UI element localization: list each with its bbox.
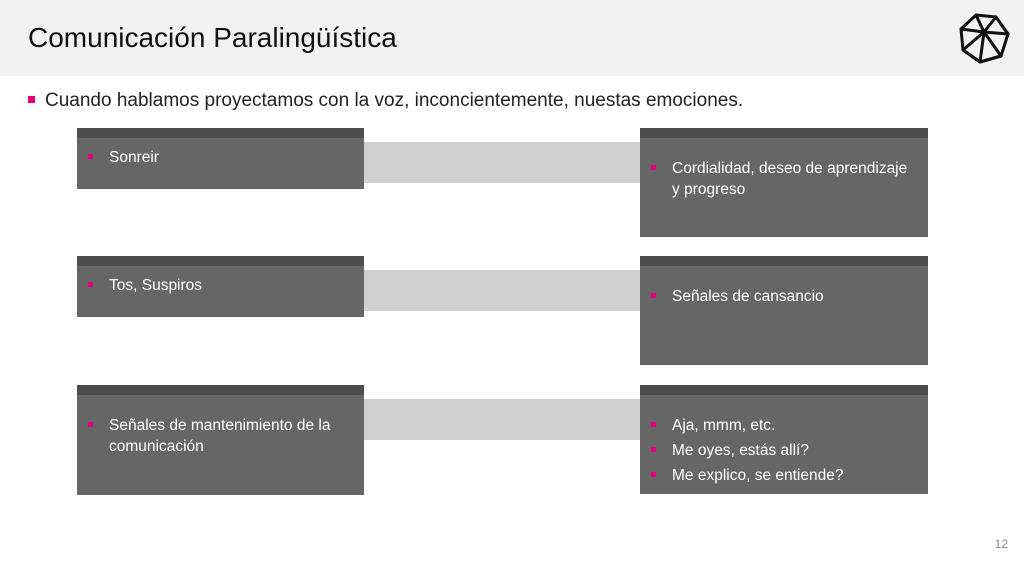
box-header-band: [77, 256, 364, 266]
arrow-connector: [364, 270, 664, 312]
slide-title: Comunicación Paralingüística: [28, 22, 397, 53]
geodesic-polyhedron-icon: [958, 12, 1010, 64]
list-item: Cordialidad, deseo de aprendizaje y progreso: [672, 158, 918, 200]
arrow-connector: [364, 142, 664, 184]
box-header-band: [77, 128, 364, 138]
meaning-box: [640, 128, 928, 237]
page-number: 12: [994, 537, 1008, 551]
intro-bullet: [28, 88, 988, 114]
cause-box: [77, 385, 364, 495]
bullet-square-icon: [651, 447, 656, 452]
intro-text: Cuando hablamos proyectamos con la voz, inconcientemente, nuestas emociones.: [45, 90, 744, 111]
meaning-box: [640, 385, 928, 494]
cause-box: [77, 256, 364, 317]
bullet-square-icon: [28, 96, 35, 103]
bullet-square-icon: [651, 165, 656, 170]
list-item: Me explico, se entiende?: [672, 465, 918, 486]
bullet-square-icon: [651, 293, 656, 298]
arrow-connector: [364, 399, 664, 441]
bullet-square-icon: [651, 422, 656, 427]
bullet-square-icon: [88, 282, 93, 287]
list-item: Señales de cansancio: [672, 286, 918, 307]
bullet-square-icon: [88, 154, 93, 159]
box-header-band: [640, 385, 928, 395]
bullet-square-icon: [651, 472, 656, 477]
list-item: Me oyes, estás allí?: [672, 440, 918, 461]
list-item: Sonreir: [109, 147, 354, 168]
box-header-band: [640, 256, 928, 266]
list-item: Aja, mmm, etc.: [672, 415, 918, 436]
bullet-square-icon: [88, 422, 93, 427]
list-item: Tos, Suspiros: [109, 275, 354, 296]
meaning-box: [640, 256, 928, 365]
cause-box: [77, 128, 364, 189]
box-header-band: [640, 128, 928, 138]
list-item: Señales de mantenimiento de la comunicación: [109, 415, 344, 457]
box-header-band: [77, 385, 364, 395]
